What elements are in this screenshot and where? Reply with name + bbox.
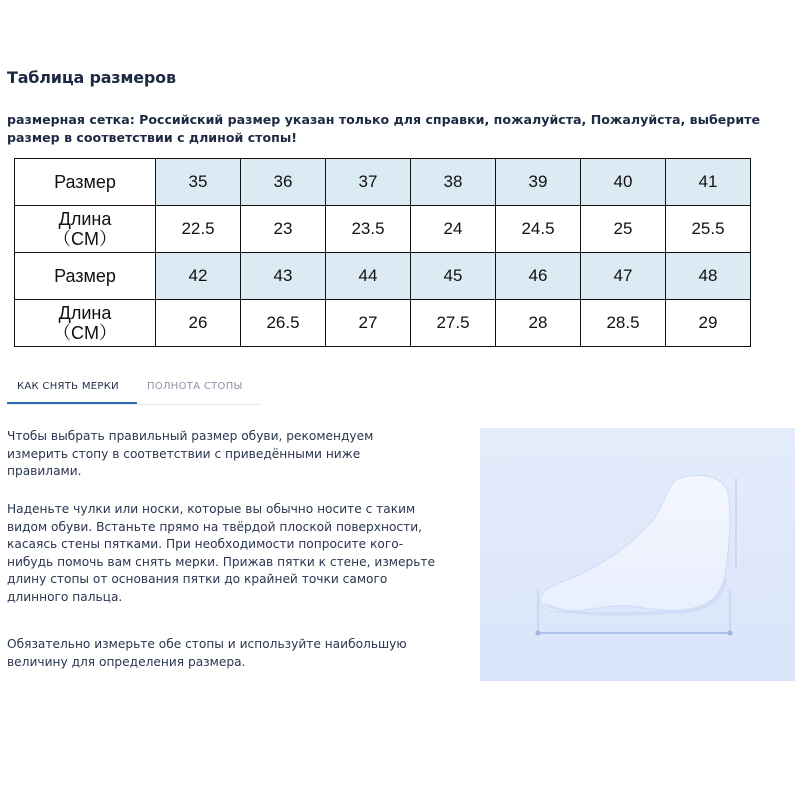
instruction-intro: Чтобы выбрать правильный размер обуви, рекомендуем измерить стопу в соответствии с приведёнными ниже правилами. <box>7 429 374 478</box>
length-label-cell <box>15 300 156 347</box>
size-cell: 37 <box>326 159 411 206</box>
length-unit-label: （CM） <box>53 229 117 249</box>
size-cell: 42 <box>156 253 241 300</box>
size-label-cell: Размер <box>15 159 156 206</box>
size-cell: 43 <box>241 253 326 300</box>
length-cell: 27 <box>326 300 411 347</box>
page-title: Таблица размеров <box>7 68 176 87</box>
size-cell: 35 <box>156 159 241 206</box>
size-cell: 48 <box>666 253 751 300</box>
length-cell: 25 <box>581 206 666 253</box>
active-tab-indicator <box>7 402 137 404</box>
size-cell: 38 <box>411 159 496 206</box>
length-cell: 25.5 <box>666 206 751 253</box>
length-cell: 22.5 <box>156 206 241 253</box>
size-label-cell: Размер <box>15 253 156 300</box>
size-cell: 36 <box>241 159 326 206</box>
size-chart-note: размерная сетка: Российский размер указан только для справки, пожалуйста, Пожалуйста, выберите размер в соответствии с длиной стопы! <box>7 112 760 145</box>
tab-foot-width[interactable]: ПОЛНОТА СТОПЫ <box>147 381 243 392</box>
length-row <box>15 206 751 253</box>
length-cell: 23 <box>241 206 326 253</box>
size-cell: 40 <box>581 159 666 206</box>
size-table <box>14 158 751 347</box>
instruction-steps: Наденьте чулки или носки, которые вы обычно носите с таким видом обуви. Встаньте прямо на твёрдой плоской поверхности, касаясь стены пятками. При необходимости попросите кого-нибудь помочь вам снять мерки. Прижав пятки к стене, измерьте длину стопы от основания пятки до крайней точки самого длинного пальца. <box>7 502 436 604</box>
tab-how-to-measure[interactable]: КАК СНЯТЬ МЕРКИ <box>17 381 119 392</box>
length-cell: 23.5 <box>326 206 411 253</box>
length-cell: 24 <box>411 206 496 253</box>
instruction-both-feet: Обязательно измерьте обе стопы и используйте наибольшую величину для определения размера. <box>7 637 407 669</box>
size-cell: 45 <box>411 253 496 300</box>
length-cell: 28 <box>496 300 581 347</box>
length-cell: 27.5 <box>411 300 496 347</box>
size-cell: 47 <box>581 253 666 300</box>
size-cell: 46 <box>496 253 581 300</box>
size-row <box>15 159 751 206</box>
foot-measurement-illustration <box>480 428 795 681</box>
length-label: Длина <box>58 303 112 323</box>
length-cell: 26 <box>156 300 241 347</box>
length-unit-label: （CM） <box>53 323 117 343</box>
length-cell: 24.5 <box>496 206 581 253</box>
length-label-cell <box>15 206 156 253</box>
foot-icon <box>480 428 795 681</box>
size-row <box>15 253 751 300</box>
size-cell: 41 <box>666 159 751 206</box>
tab-bar <box>7 374 260 405</box>
length-row <box>15 300 751 347</box>
length-cell: 26.5 <box>241 300 326 347</box>
length-label: Длина <box>58 209 112 229</box>
size-cell: 44 <box>326 253 411 300</box>
length-cell: 28.5 <box>581 300 666 347</box>
size-cell: 39 <box>496 159 581 206</box>
length-cell: 29 <box>666 300 751 347</box>
